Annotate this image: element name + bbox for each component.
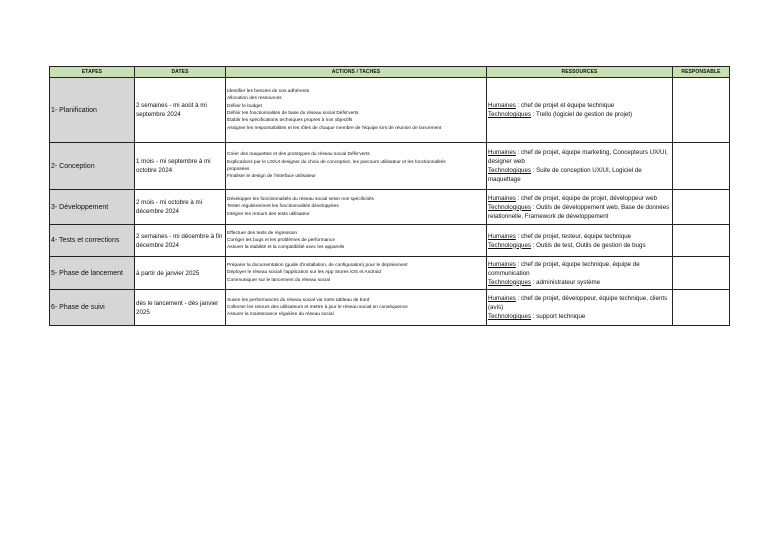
action-item: Allocation des ressources <box>227 96 282 102</box>
resource-type-label: Humaines <box>488 232 516 240</box>
responsable-cell <box>673 190 730 225</box>
header-dates: DATES <box>135 67 226 78</box>
responsable-cell <box>673 257 730 290</box>
action-item: Préparer la documentation (guide d'installation, de configuration) pour le déploiement <box>227 263 408 269</box>
actions-cell <box>226 143 487 190</box>
action-item: Communiquer sur le lancement du réseau social <box>227 277 330 283</box>
responsable-cell <box>673 225 730 257</box>
resource-detail: : support technique <box>531 313 586 320</box>
table-row <box>50 78 730 143</box>
actions-cell <box>226 257 487 290</box>
action-item: Explications par le UX/UI designer du choix de conception, les parcours utilisateur et les fonctionnalités <box>227 159 446 165</box>
resource-line <box>488 278 671 287</box>
resource-detail: : chef de projet et équipe technique <box>515 102 615 109</box>
resource-type-label: Humaines <box>488 260 516 268</box>
resource-type-label: Technologiques <box>488 111 531 118</box>
resource-detail: : chef de projet, équipe technique, équipe de communication <box>488 260 640 277</box>
dates-cell: 2 semaines - mi décembre à fin décembre 2024 <box>135 225 226 257</box>
resource-detail: : chef de projet, testeur, équipe technique <box>515 232 632 240</box>
dates-cell: dès le lancement - dès janvier 2025 <box>135 290 226 326</box>
action-item: Corriger les bugs et les problèmes de performance <box>227 237 335 243</box>
etape-cell: 3- Développement <box>50 190 135 225</box>
resource-type-label: Technologiques <box>488 203 531 211</box>
resource-detail: : Suite de conception UX/UI, Logiciel de maquettage <box>488 167 642 183</box>
header-responsable: RESPONSABLE <box>673 67 730 78</box>
etape-cell: 4- Tests et corrections <box>50 225 135 257</box>
ressources-cell <box>487 143 673 190</box>
dates-cell: 2 semaines - mi août à mi septembre 2024 <box>135 78 226 143</box>
resource-line <box>488 101 671 110</box>
ressources-cell <box>487 225 673 257</box>
etape-cell: 2- Conception <box>50 143 135 190</box>
resource-type-label: Technologiques <box>488 241 531 249</box>
resource-detail: : chef de projet, équipe marketing, Concepteurs UX/UI, designer web <box>488 149 668 165</box>
resource-detail: : chef de projet, développeur, équipe technique, clients (avis) <box>488 295 668 311</box>
resource-line <box>488 232 671 241</box>
action-item: Finaliser le design de l'interface utilisateur <box>227 174 316 180</box>
resource-detail: : chef de projet, équipe de projet, développeur web <box>515 194 657 202</box>
table-row <box>50 190 730 225</box>
responsable-cell <box>673 78 730 143</box>
action-item: Identifier les besoins de nos adhérents <box>227 89 310 95</box>
resource-type-label: Humaines <box>488 194 516 202</box>
action-item: Établir les spécifications techniques propres à nos objectifs <box>227 118 353 124</box>
table-row <box>50 290 730 326</box>
action-item: Déployer le réseau social/ l'application sur les App Stores iOS et Android <box>227 270 381 276</box>
actions-cell <box>226 78 487 143</box>
table-row <box>50 225 730 257</box>
resource-type-label: Technologiques <box>488 313 531 320</box>
resource-type-label: Humaines <box>488 102 516 109</box>
etape-cell: 1- Planification <box>50 78 135 143</box>
responsable-cell <box>673 290 730 326</box>
dates-cell: 1 mois - mi septembre à mi octobre 2024 <box>135 143 226 190</box>
etape-cell: 5- Phase de lancement <box>50 257 135 290</box>
resource-line <box>488 194 671 203</box>
resource-type-label: Humaines <box>488 149 516 156</box>
resource-detail: : administrateur système <box>531 278 601 286</box>
action-item: Assurer la stabilité et la compatibilité avec les appareils <box>227 245 345 251</box>
table-row <box>50 257 730 290</box>
table-row <box>50 143 730 190</box>
actions-cell <box>226 190 487 225</box>
resource-line <box>488 166 671 184</box>
ressources-cell <box>487 290 673 326</box>
header-etapes: ETAPES <box>50 67 135 78</box>
actions-cell <box>226 290 487 326</box>
dates-cell: à partir de janvier 2025 <box>135 257 226 290</box>
action-item: Définir les fonctionnalités de base du réseau social Défis'verts <box>227 111 359 116</box>
resource-line <box>488 312 671 321</box>
resource-type-label: Humaines <box>488 295 516 302</box>
ressources-cell <box>487 190 673 225</box>
resource-type-label: Technologiques <box>488 278 531 286</box>
action-item: Développer les fonctionnalités du réseau social selon nos spécificités <box>227 197 374 203</box>
resource-line <box>488 241 671 250</box>
resource-line <box>488 203 671 221</box>
resource-line <box>488 260 671 278</box>
project-plan-table <box>49 66 730 326</box>
header-actions: ACTIONS / TACHES <box>226 67 487 78</box>
action-item: Collecter les retours des utilisateurs et mettre à jour le réseau social en conséquence <box>227 304 408 310</box>
action-item: Définir le budget <box>227 103 262 109</box>
action-item: Tester régulièrement les fonctionnalités développées <box>227 204 339 210</box>
action-item: Assigner les responsabilités et les rôles de chaque membre de l'équipe lors de réunion de lancement <box>227 125 442 131</box>
resource-detail: : Outils de développement web, Base de données relationnelle, Framework de développement <box>488 203 670 220</box>
resource-detail: : Trello (logiciel de gestion de projet) <box>531 111 633 118</box>
actions-cell <box>226 225 487 257</box>
action-item: Effectuer des tests de régression <box>227 230 298 236</box>
action-item: Assurer la maintenance régulière du réseau social <box>227 312 334 318</box>
action-item: proposées <box>227 167 250 172</box>
dates-cell: 2 mois - mi octobre à mi décembre 2024 <box>135 190 226 225</box>
etape-cell: 6- Phase de suivi <box>50 290 135 326</box>
action-item: Créer des maquettes et des prototypes du réseau social Défis'verts <box>227 152 370 158</box>
header-ressources: RESSOURCES <box>487 67 673 78</box>
resource-line <box>488 148 671 166</box>
resource-detail: : Outils de test, Outils de gestion de bugs <box>531 241 646 249</box>
resource-line <box>488 294 671 312</box>
action-item: Intégrer les retours des tests utilisateur <box>227 211 310 217</box>
resource-line <box>488 110 671 119</box>
action-item: Suivre les performances du réseau social via notre tableau de bord <box>227 297 370 303</box>
ressources-cell <box>487 78 673 143</box>
responsable-cell <box>673 143 730 190</box>
ressources-cell <box>487 257 673 290</box>
header-row <box>50 67 730 78</box>
resource-type-label: Technologiques <box>488 167 531 174</box>
